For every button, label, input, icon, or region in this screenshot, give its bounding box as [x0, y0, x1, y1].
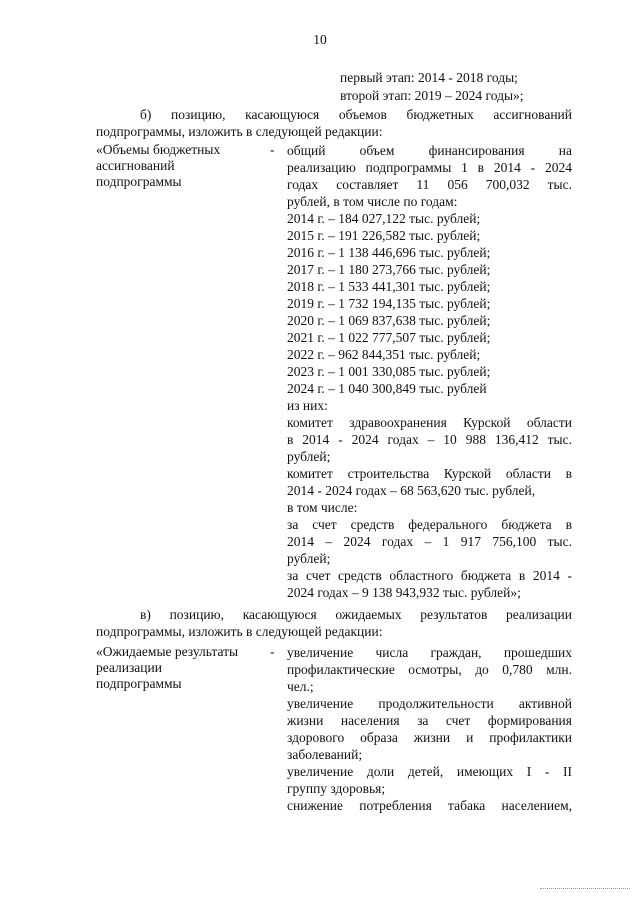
budget-including: в том числе: [287, 500, 358, 515]
budget-year-line: 2020 г. – 1 069 837,638 тыс. рублей; [287, 313, 491, 328]
results-item-line: чел.; [287, 679, 314, 694]
budget-content [287, 142, 572, 601]
paragraph-b-line-2: подпрограммы, изложить в следующей редакции: [96, 124, 383, 139]
budget-year-line: 2022 г. – 962 844,351 тыс. рублей; [287, 347, 481, 362]
results-item-line: заболеваний; [287, 747, 363, 762]
budget-intro-line: рублей, в том числе по годам: [287, 194, 458, 209]
results-item-line: увеличение продолжительности активной [287, 696, 572, 711]
budget-year-line: 2018 г. – 1 533 441,301 тыс. рублей; [287, 279, 491, 294]
budget-federal-line: за счет средств федерального бюджета в [287, 517, 572, 532]
budget-year-line: 2021 г. – 1 022 777,507 тыс. рублей; [287, 330, 491, 345]
stage-second: второй этап: 2019 – 2024 годы»; [340, 88, 524, 103]
paragraph-v-line-2: подпрограммы, изложить в следующей редакции: [96, 624, 383, 639]
budget-year-line: 2019 г. – 1 732 194,135 тыс. рублей; [287, 296, 491, 311]
budget-intro-line: реализацию подпрограммы 1 в 2014 - 2024 [287, 160, 572, 175]
budget-label-line: подпрограммы [96, 174, 182, 189]
paragraph-v [96, 606, 572, 640]
budget-federal-line: рублей; [287, 551, 331, 566]
paragraph-v-line-1: в) позицию, касающуюся ожидаемых результатов реализации [140, 607, 572, 622]
budget-regional-line: за счет средств областного бюджета в 2014 - [287, 568, 572, 583]
budget-year-line: 2016 г. – 1 138 446,696 тыс. рублей; [287, 245, 491, 260]
budget-year-line: 2015 г. – 191 226,582 тыс. рублей; [287, 228, 481, 243]
budget-construction-line: комитет строительства Курской области в [287, 466, 572, 481]
results-item-line: группу здоровья; [287, 781, 386, 796]
budget-year-line: 2017 г. – 1 180 273,766 тыс. рублей; [287, 262, 491, 277]
budget-year-line: 2024 г. – 1 040 300,849 тыс. рублей [287, 381, 487, 396]
budget-health-line: в 2014 - 2024 годах – 10 988 136,412 тыс. [287, 432, 572, 447]
results-item-line: увеличение числа граждан, прошедших [287, 645, 572, 660]
page-number: 10 [313, 32, 327, 47]
budget-dash: - [270, 142, 275, 157]
budget-intro-line: общий объем финансирования на [287, 143, 572, 158]
results-content [287, 644, 572, 814]
results-item-line: увеличение доли детей, имеющих I - II [287, 764, 572, 779]
budget-label [96, 142, 266, 190]
results-item-line: здорового образа жизни и профилактики [287, 730, 572, 745]
results-label-line: подпрограммы [96, 676, 182, 691]
results-item-line: жизни населения за счет формирования [287, 713, 572, 728]
results-label-line: реализации [96, 660, 162, 675]
results-item-line: снижение потребления табака населением, [287, 798, 572, 813]
paragraph-b [96, 106, 572, 140]
results-label-line: «Ожидаемые результаты [96, 644, 239, 659]
results-label [96, 644, 266, 692]
results-item-line: профилактические осмотры, до 0,780 млн. [287, 662, 572, 677]
budget-construction-line: 2014 - 2024 годах – 68 563,620 тыс. рублей, [287, 483, 536, 498]
budget-health-line: рублей; [287, 449, 331, 464]
budget-health-line: комитет здравоохранения Курской области [287, 415, 572, 430]
results-dash: - [270, 644, 275, 659]
budget-label-line: ассигнований [96, 158, 175, 173]
footer-divider [540, 888, 630, 889]
budget-federal-line: 2014 – 2024 годах – 1 917 756,100 тыс. [287, 534, 572, 549]
paragraph-b-line-1: б) позицию, касающуюся объемов бюджетных ассигнований [140, 107, 572, 122]
budget-intro-line: годах составляет 11 056 700,032 тыс. [287, 177, 572, 192]
budget-regional-line: 2024 годах – 9 138 943,932 тыс. рублей»; [287, 585, 521, 600]
budget-year-line: 2014 г. – 184 027,122 тыс. рублей; [287, 211, 481, 226]
budget-year-line: 2023 г. – 1 001 330,085 тыс. рублей; [287, 364, 491, 379]
budget-label-line: «Объемы бюджетных [96, 142, 221, 157]
budget-of-them: из них: [287, 398, 328, 413]
stage-first: первый этап: 2014 - 2018 годы; [340, 70, 518, 85]
